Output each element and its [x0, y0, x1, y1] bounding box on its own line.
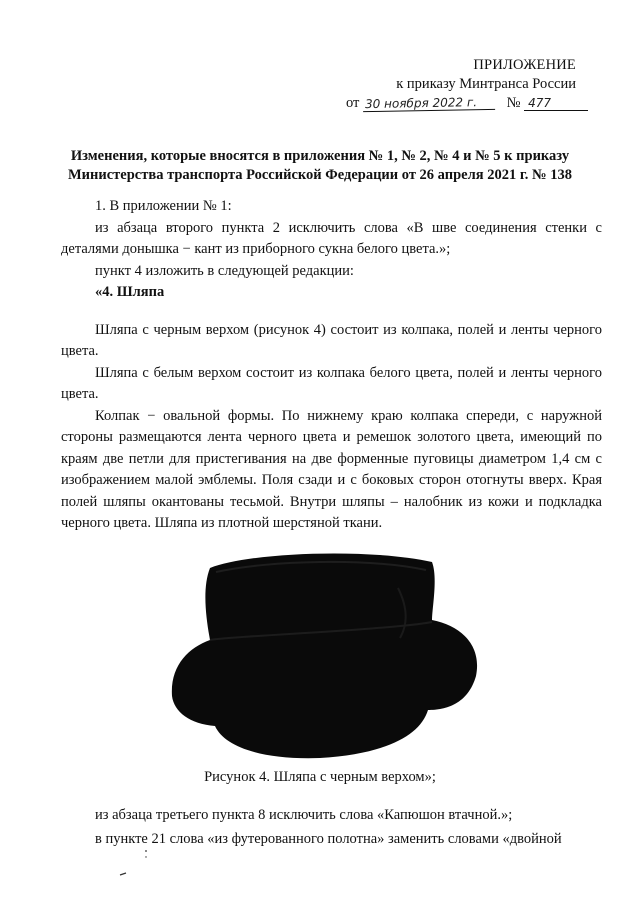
paragraph-7: Колпак − овальной формы. По нижнему краю колпака спереди, с наружной стороны размещаются лента черного цвета и ремешок золотого цвета, имеющий по краям две петли для пристегивания на две форменные пуговицы диаметром 1,4 см с изображением малой эмблемы. Поля сзади и с боковых сторон отогнуты вверх. Края полей шляпы окантованы тесьмой. Внутри шляпы – налобник из кожи и подкладка черного цвета. Шляпа из плотной шерстяной ткани. [61, 407, 602, 531]
paragraph-5: Шляпа с черным верхом (рисунок 4) состоит из колпака, полей и ленты черного цвета. [61, 321, 602, 359]
appendix-subtitle: к приказу Минтранса России [396, 76, 576, 92]
order-date-line [346, 94, 606, 113]
continuation-body [61, 803, 602, 851]
paragraph-9: в пункте 21 слова «из футерованного полотна» заменить словами «двойной [95, 831, 562, 847]
title-line-2: Министерства транспорта Российской Федерации от 26 апреля 2021 г. № 138 [68, 167, 572, 183]
paragraph-8: из абзаца третьего пункта 8 исключить слова «Капюшон втачной.»; [95, 807, 513, 823]
hat-figure [170, 548, 490, 763]
figure-caption: Рисунок 4. Шляпа с черным верхом»; [204, 769, 436, 785]
main-body [61, 196, 602, 535]
paragraph-3: пункт 4 изложить в следующей редакции: [95, 262, 354, 279]
paragraph-6: Шляпа с белым верхом состоит из колпака белого цвета, полей и ленты черного цвета. [61, 364, 602, 402]
scan-specks [116, 845, 156, 885]
handwritten-date: 30 ноября 2022 г. [363, 95, 495, 112]
black-hat-image [170, 548, 490, 763]
document-title [40, 147, 600, 185]
appendix-title: ПРИЛОЖЕНИЕ [473, 57, 576, 73]
handwritten-number: 477 [524, 96, 588, 111]
appendix-header [316, 56, 576, 94]
paragraph-2: из абзаца второго пункта 2 исключить слова «В шве соединения стенки с деталями донышка − кант из приборного сукна белого цвета.»; [61, 219, 602, 257]
from-label: от [346, 95, 360, 111]
number-label: № [506, 95, 521, 111]
section-heading-hat: «4. Шляпа [95, 284, 165, 300]
title-line-1: Изменения, которые вносятся в приложения № 1, № 2, № 4 и № 5 к приказу [70, 148, 570, 164]
paragraph-1: 1. В приложении № 1: [95, 198, 232, 214]
